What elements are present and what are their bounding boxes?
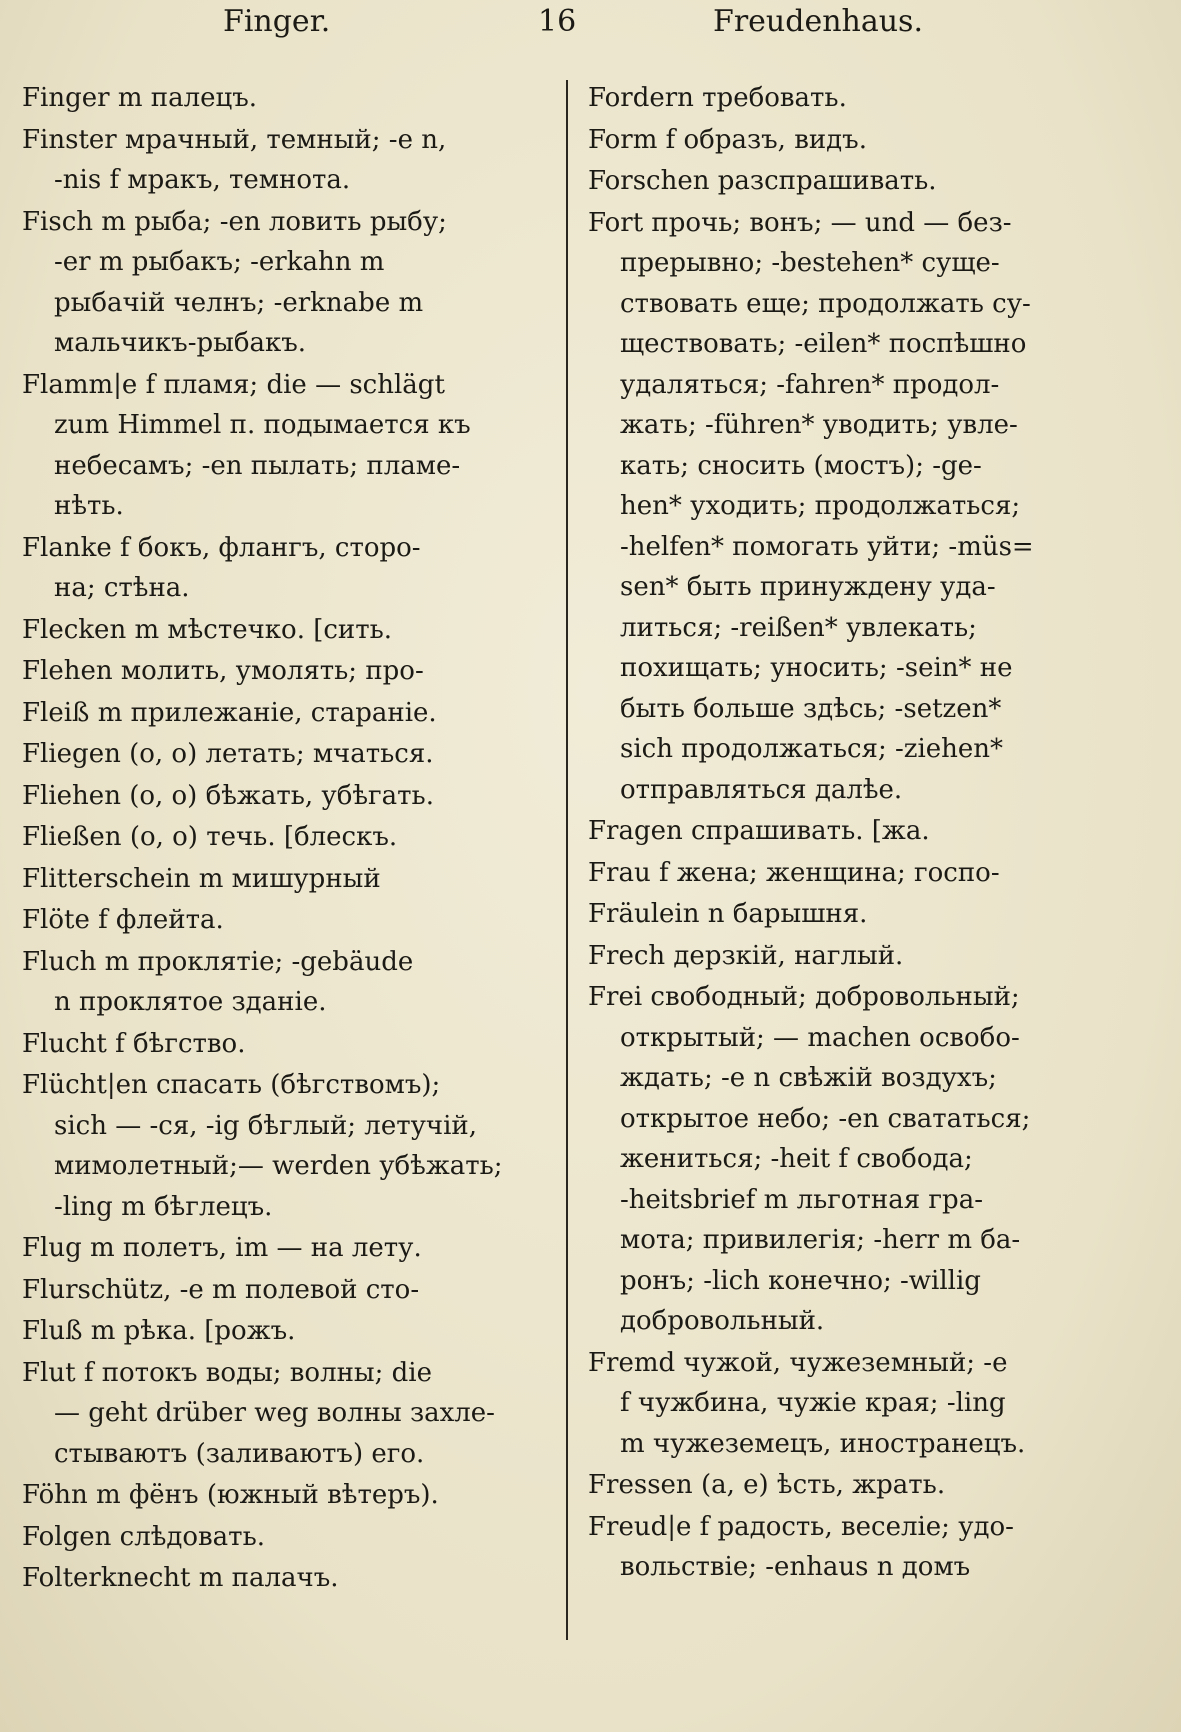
entry-headline: Folterknecht m палачъ. bbox=[22, 1563, 339, 1593]
entry-headline: Fisch m рыба; -en ловить рыбу; bbox=[22, 206, 447, 237]
entry-continuation: быть больше здѣсь; -setzen* bbox=[620, 693, 1002, 724]
entry-continuation: мота; привилегія; -herr m ба- bbox=[620, 1225, 1021, 1255]
entry-continuation: zum Himmel п. подымается къ bbox=[54, 410, 471, 440]
entry-continuation: добровольный. bbox=[620, 1306, 825, 1336]
entry-headline: Flücht|en спасать (бѣгствомъ); bbox=[22, 1070, 441, 1100]
header-right-guideword: Freudenhaus. bbox=[713, 4, 923, 39]
entry-continuation: открытый; — machen освобо- bbox=[620, 1022, 1020, 1053]
entry-headline: Forschen разспрашивать. bbox=[588, 166, 937, 196]
entry-continuation: похищать; уносить; -sein* не bbox=[620, 653, 1013, 683]
entry-continuation: ждать; -e n свѣжій воздухъ; bbox=[620, 1063, 997, 1093]
dictionary-entry bbox=[22, 942, 542, 1023]
entry-headline: Fliegen (o, o) летать; мчаться. bbox=[22, 739, 434, 769]
entry-continuation: кать; сносить (мостъ); -ge- bbox=[620, 450, 982, 481]
entry-continuation: — geht drüber weg волны захле- bbox=[54, 1398, 495, 1428]
entry-headline: Fremd чужой, чужеземный; -e bbox=[588, 1347, 1008, 1378]
dictionary-entry bbox=[22, 78, 542, 119]
entry-continuation: sich продолжаться; -ziehen* bbox=[620, 734, 1004, 764]
dictionary-entry bbox=[22, 1517, 542, 1558]
entry-continuation: открытое небо; -en свататься; bbox=[620, 1103, 1031, 1134]
dictionary-entry bbox=[22, 528, 542, 609]
page-header bbox=[18, 4, 1163, 48]
entry-headline: Flut f потокъ воды; волны; die bbox=[22, 1357, 432, 1388]
dictionary-entry bbox=[22, 1228, 542, 1269]
dictionary-entry bbox=[22, 365, 542, 527]
entry-continuation: небесамъ; -en пылать; пламе- bbox=[54, 450, 461, 481]
page-number: 16 bbox=[538, 4, 577, 39]
left-column bbox=[22, 78, 542, 1600]
dictionary-entry bbox=[22, 1024, 542, 1065]
entry-continuation: -helfen* помогать уйти; -müs= bbox=[620, 531, 1034, 562]
dictionary-entry bbox=[22, 776, 542, 817]
entry-continuation: -er m рыбакъ; -erkahn m bbox=[54, 247, 385, 277]
entry-continuation: sich — -ся, -ig бѣглый; летучій, bbox=[54, 1110, 477, 1141]
entry-headline: Flanke f бокъ, флангъ, сторо- bbox=[22, 532, 421, 563]
dictionary-entry bbox=[22, 1270, 542, 1311]
dictionary-entry bbox=[588, 120, 1108, 161]
entry-headline: Fliehen (o, o) бѣжать, убѣгать. bbox=[22, 780, 434, 811]
right-column bbox=[588, 78, 1108, 1589]
entry-headline: Frei свободный; добровольный; bbox=[588, 982, 1020, 1012]
entry-continuation: вольствіе; -enhaus n домъ bbox=[620, 1552, 971, 1582]
dictionary-entry bbox=[22, 693, 542, 734]
entry-headline: Form f образъ, видъ. bbox=[588, 124, 867, 155]
dictionary-entry bbox=[588, 78, 1108, 119]
entry-continuation: отправляться далѣе. bbox=[620, 774, 903, 805]
entry-headline: Fließen (o, o) течь. [блескъ. bbox=[22, 822, 398, 852]
entry-headline: Flecken m мѣстечко. [сить. bbox=[22, 614, 393, 645]
dictionary-entry bbox=[588, 894, 1108, 935]
dictionary-entry bbox=[22, 1475, 542, 1516]
dictionary-entry bbox=[22, 817, 542, 858]
entry-continuation: удаляться; -fahren* продол- bbox=[620, 369, 1000, 400]
dictionary-entry bbox=[588, 1343, 1108, 1465]
entry-continuation: n проклятое зданіе. bbox=[54, 987, 327, 1017]
dictionary-entry bbox=[588, 161, 1108, 202]
entry-headline: Flehen молить, умолять; про- bbox=[22, 656, 424, 686]
entry-headline: Flucht f бѣгство. bbox=[22, 1028, 246, 1059]
entry-headline: Frau f жена; женщина; госпо- bbox=[588, 857, 1000, 888]
dictionary-entry bbox=[588, 811, 1108, 852]
entry-headline: Fleiß m прилежаніе, стараніе. bbox=[22, 697, 437, 728]
entry-continuation: -nis f мракъ, темнота. bbox=[54, 165, 351, 195]
dictionary-entry bbox=[22, 900, 542, 941]
dictionary-entry bbox=[588, 977, 1108, 1342]
entry-headline: Freud|e f радость, веселіе; удо- bbox=[588, 1511, 1014, 1542]
entry-continuation: sen* быть принуждену уда- bbox=[620, 572, 996, 602]
entry-continuation: ронъ; -lich конечно; -willig bbox=[620, 1265, 981, 1296]
entry-continuation: на; стѣна. bbox=[54, 573, 190, 603]
entry-continuation: m чужеземецъ, иностранецъ. bbox=[620, 1428, 1026, 1459]
entry-continuation: ществовать; -eilen* поспѣшно bbox=[620, 329, 1027, 359]
entry-headline: Fressen (a, e) ѣсть, жрать. bbox=[588, 1470, 946, 1500]
entry-headline: Flamm|e f пламя; die — schlägt bbox=[22, 369, 445, 400]
dictionary-entry bbox=[588, 1507, 1108, 1588]
dictionary-entry bbox=[22, 610, 542, 651]
dictionary-entry bbox=[588, 1465, 1108, 1506]
entry-headline: Fluß m рѣка. [рожъ. bbox=[22, 1316, 296, 1346]
entry-headline: Fort прочь; вонъ; — und — без- bbox=[588, 207, 1012, 238]
entry-continuation: нѣть. bbox=[54, 491, 124, 521]
dictionary-entry bbox=[22, 734, 542, 775]
entry-continuation: стываютъ (заливаютъ) его. bbox=[54, 1438, 425, 1469]
entry-headline: Fluch m проклятіе; -gebäude bbox=[22, 946, 414, 977]
entry-headline: Flug m полетъ, im — на лету. bbox=[22, 1233, 422, 1263]
dictionary-entry bbox=[22, 120, 542, 201]
entry-headline: Fräulein n барышня. bbox=[588, 899, 868, 929]
column-divider bbox=[566, 80, 568, 1640]
dictionary-entry bbox=[22, 202, 542, 364]
entry-headline: Flitterschein m мишурный bbox=[22, 863, 381, 894]
entry-headline: Folgen слѣдовать. bbox=[22, 1521, 265, 1552]
entry-continuation: мимолетный;— werden убѣжать; bbox=[54, 1151, 503, 1181]
dictionary-entry bbox=[588, 203, 1108, 811]
entry-continuation: литься; -reißen* увлекать; bbox=[620, 612, 977, 643]
entry-continuation: рыбачій челнъ; -erknabe m bbox=[54, 287, 424, 318]
entry-continuation: -heitsbrief m льготная гра- bbox=[620, 1184, 983, 1215]
entry-headline: Föhn m фёнъ (южный вѣтеръ). bbox=[22, 1480, 439, 1510]
entry-headline: Flurschütz, -e m полевой сто- bbox=[22, 1274, 420, 1305]
entry-continuation: hen* уходить; продолжаться; bbox=[620, 491, 1021, 521]
entry-continuation: -ling m бѣглецъ. bbox=[54, 1191, 273, 1222]
entry-headline: Finger m палецъ. bbox=[22, 83, 258, 113]
dictionary-entry bbox=[22, 1311, 542, 1352]
entry-continuation: жениться; -heit f свобода; bbox=[620, 1144, 973, 1174]
entry-headline: Fragen спрашивать. [жа. bbox=[588, 816, 930, 846]
dictionary-entry bbox=[22, 1353, 542, 1475]
entry-continuation: жать; -führen* уводить; увле- bbox=[620, 410, 1018, 440]
entry-headline: Finster мрачный, темный; -e n, bbox=[22, 124, 447, 155]
dictionary-entry bbox=[588, 936, 1108, 977]
dictionary-entry bbox=[22, 651, 542, 692]
header-left-guideword: Finger. bbox=[223, 4, 331, 39]
entry-headline: Fordern требовать. bbox=[588, 83, 847, 113]
dictionary-entry bbox=[22, 1558, 542, 1599]
entry-continuation: f чужбина, чужіе края; -ling bbox=[620, 1388, 1006, 1418]
entry-continuation: ствовать еще; продолжать су- bbox=[620, 288, 1031, 319]
entry-continuation: прерывно; -bestehen* суще- bbox=[620, 248, 1000, 278]
dictionary-entry bbox=[588, 853, 1108, 894]
entry-headline: Frech дерзкій, наглый. bbox=[588, 940, 904, 971]
entry-continuation: мальчикъ-рыбакъ. bbox=[54, 328, 307, 358]
dictionary-entry bbox=[22, 859, 542, 900]
dictionary-entry bbox=[22, 1065, 542, 1227]
entry-headline: Flöte f флейта. bbox=[22, 905, 224, 935]
